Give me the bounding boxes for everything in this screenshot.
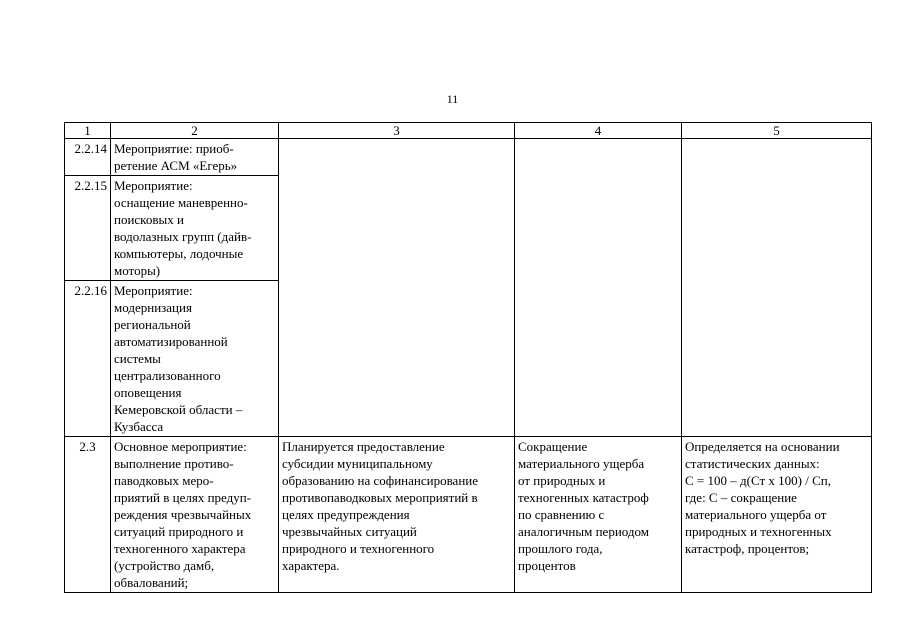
method-cell: Определяется на основании статистических данных: С = 100 – д(Ст х 100) / Сп, где: С – сокращение материального ущерба от природных и техногенных катастроф, процентов; <box>682 437 872 593</box>
page-number: 11 <box>446 92 459 106</box>
measure-cell: Основное мероприятие: выполнение противо- паводковых меро- приятий в целях предуп- реждения чрезвычайных ситуаций природного и техногенного характера (устройство дамб, обвалований; <box>111 437 279 593</box>
measure-cell: Мероприятие: оснащение маневренно- поисковых и водолазных групп (дайв- компьютеры, лодочные моторы) <box>111 176 279 281</box>
measure-cell: Мероприятие: приоб- ретение АСМ «Егерь» <box>111 139 279 176</box>
table-row <box>65 139 872 176</box>
header-cell: 3 <box>279 123 515 139</box>
indicator-cell: Сокращение материального ущерба от природных и техногенных катастроф по сравнению с аналогичным периодом прошлого года, процентов <box>515 437 682 593</box>
header-cell: 4 <box>515 123 682 139</box>
table-header-row <box>65 123 872 139</box>
measure-cell: Мероприятие: модернизация региональной автоматизированной системы централизованного оповещения Кемеровской области – Кузбасса <box>111 281 279 437</box>
row-number: 2.3 <box>65 437 111 593</box>
empty-cell <box>279 139 515 437</box>
empty-cell <box>515 139 682 437</box>
row-number: 2.2.16 <box>65 281 111 437</box>
description-cell: Планируется предоставление субсидии муниципальному образованию на софинансирование противопаводковых мероприятий в целях предупреждения чрезвычайных ситуаций природного и техногенного характера. <box>279 437 515 593</box>
header-cell: 5 <box>682 123 872 139</box>
row-number: 2.2.14 <box>65 139 111 176</box>
header-cell: 1 <box>65 123 111 139</box>
header-cell: 2 <box>111 123 279 139</box>
empty-cell <box>682 139 872 437</box>
measures-table <box>64 122 872 593</box>
row-number: 2.2.15 <box>65 176 111 281</box>
table-row <box>65 437 872 593</box>
